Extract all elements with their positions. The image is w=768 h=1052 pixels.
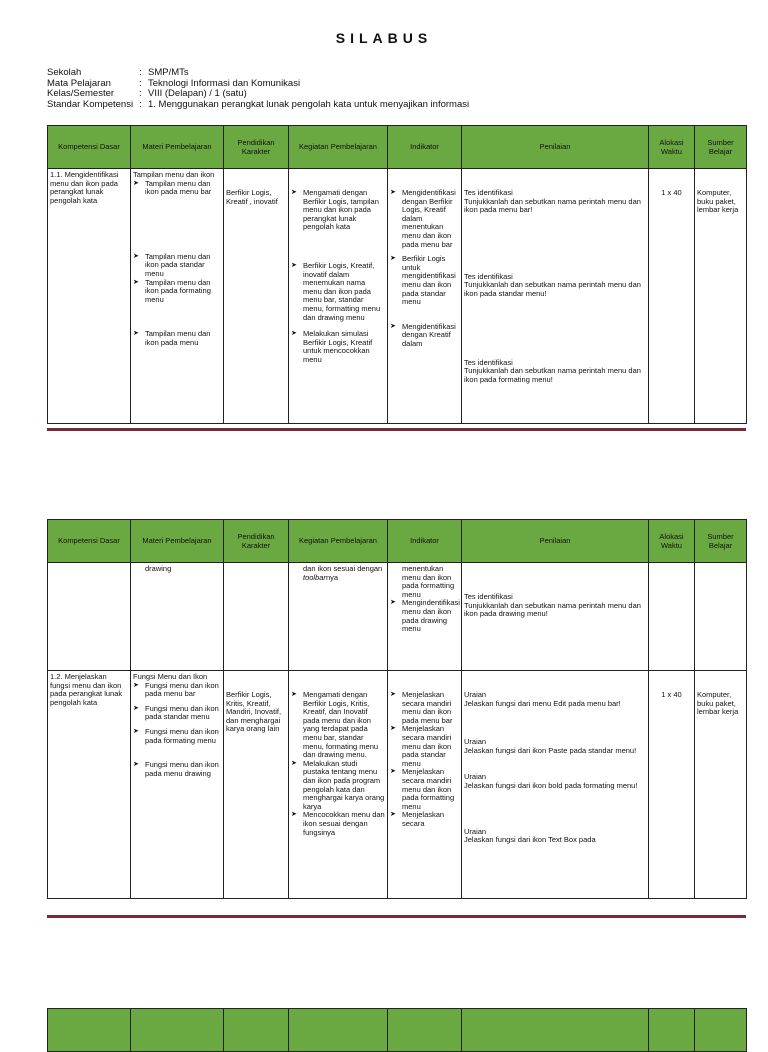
info-colon: : xyxy=(139,77,142,89)
spacer xyxy=(464,755,646,773)
list-item: ➤ Fungsi menu dan ikon pada standar menu xyxy=(133,705,221,722)
penilaian-question: Tunjukkanlah dan sebutkan nama perintah menu dan ikon pada drawing menu! xyxy=(464,600,641,619)
sumber-text: Komputer, buku paket, lembar kerja xyxy=(697,690,739,717)
document-title: SILABUS xyxy=(335,30,433,46)
info-label: Mata Pelajaran xyxy=(47,77,111,89)
header-indikator: Indikator xyxy=(388,126,462,169)
cell-karakter xyxy=(224,169,289,424)
penilaian-question: Jelaskan fungsi dari ikon Paste pada standar menu! xyxy=(464,745,637,755)
cell-penilaian xyxy=(462,563,649,671)
info-colon: : xyxy=(139,67,142,78)
spacer xyxy=(464,299,646,359)
cell-kompetensi-dasar: 1.1. Mengidentifikasi menu dan ikon pada perangkat lunak pengolah kata xyxy=(48,169,131,424)
header-kegiatan: Kegiatan Pembelajaran xyxy=(289,126,388,169)
header-kegiatan: Kegiatan Pembelajaran xyxy=(289,520,388,563)
materi-intro: Fungsi Menu dan Ikon xyxy=(133,672,208,681)
penilaian-type: Uraian xyxy=(464,826,487,836)
list-item: ➤ Menjelaskan secara mandiri menu dan ikon pada formatting menu xyxy=(390,768,459,811)
cell-karakter xyxy=(224,563,289,671)
info-colon: : xyxy=(139,98,142,110)
header-karakter xyxy=(224,1009,289,1052)
header-karakter: Pendidikan Karakter xyxy=(224,126,289,169)
list-item: ➤ Fungsi menu dan ikon pada menu bar xyxy=(133,682,221,699)
syllabus-table-page-1 xyxy=(47,125,747,424)
cell-penilaian xyxy=(462,671,649,899)
alokasi-text: 1 x 40 xyxy=(661,690,682,699)
table-header-row xyxy=(48,126,747,169)
list-item: ➤ Fungsi menu dan ikon pada formating menu xyxy=(133,728,221,745)
list-item: ➤ Tampilan menu dan ikon pada menu xyxy=(133,330,221,347)
spacer xyxy=(133,197,221,253)
cell-sumber xyxy=(695,563,747,671)
sumber-text: Komputer, buku paket, lembar kerja xyxy=(697,188,739,215)
table-header-row xyxy=(48,1009,747,1052)
spacer xyxy=(464,791,646,828)
table-row xyxy=(48,563,747,671)
list-item: ➤ Menjelaskan secara mandiri menu dan ikon pada standar menu xyxy=(390,725,459,768)
list-item: ➤ Melakukan studi pustaka tentang menu dan ikon pada program pengolah kata dan menghargai karya orang karya xyxy=(291,760,385,812)
kegiatan-continued xyxy=(291,565,385,582)
cell-materi xyxy=(131,563,224,671)
penilaian-question: Tunjukkanlah dan sebutkan nama perintah menu dan ikon pada standar menu! xyxy=(464,280,641,298)
list-item: ➤ Mengamati dengan Berfikir Logis, Kritis, Kreatif, dan Inovatif pada menu dan ikon yang terdapat pada menu bar, standar menu, formating menu dan drawing menu. xyxy=(291,691,385,760)
header-penilaian: Penilaian xyxy=(462,520,649,563)
document-info xyxy=(47,68,469,110)
penilaian-question: Tunjukkanlah dan sebutkan nama perintah menu dan ikon pada formating menu! xyxy=(464,366,641,384)
list-item: ➤ Tampilan menu dan ikon pada menu bar xyxy=(133,180,221,197)
info-value: VIII (Delapan) / 1 (satu) xyxy=(148,88,247,99)
header-sumber: Sumber Belajar xyxy=(695,520,747,563)
header-materi: Materi Pembelajaran xyxy=(131,520,224,563)
cell-penilaian xyxy=(462,169,649,424)
indikator-continued: menentukan menu dan ikon pada formatting menu xyxy=(402,564,455,599)
list-item: ➤ Mencocokkan menu dan ikon sesuai dengan fungsinya xyxy=(291,811,385,837)
list-item: ➤ Mengidentifikasi dengan Kreatif dalam xyxy=(390,323,459,349)
list-item: ➤ Mengindentifikasi menu dan ikon pada drawing menu xyxy=(390,599,459,633)
cell-indikator xyxy=(388,169,462,424)
header-sumber: Sumber Belajar xyxy=(695,126,747,169)
info-label: Kelas/Semester xyxy=(47,88,115,99)
penilaian-question: Jelaskan fungsi dari ikon bold pada formating menu! xyxy=(464,780,638,790)
syllabus-table-page-2 xyxy=(47,519,747,899)
header-kegiatan xyxy=(289,1009,388,1052)
cell-indikator xyxy=(388,671,462,899)
page-separator xyxy=(47,428,746,431)
header-penilaian xyxy=(462,1009,649,1052)
penilaian-question: Jelaskan fungsi dari ikon Text Box pada xyxy=(464,835,596,845)
list-item: ➤ Menjelaskan secara xyxy=(390,811,459,828)
header-kompetensi-dasar: Kompetensi Dasar xyxy=(48,520,131,563)
cell-alokasi xyxy=(649,169,695,424)
table-header-row xyxy=(48,520,747,563)
table-row xyxy=(48,169,747,424)
materi-intro: Tampilan menu dan ikon xyxy=(133,170,215,179)
syllabus-table-page-3 xyxy=(47,1008,747,1052)
spacer xyxy=(464,708,646,738)
header-kompetensi-dasar xyxy=(48,1009,131,1052)
penilaian-type: Uraian xyxy=(464,772,487,782)
list-item: ➤ Berfikir Logis, Kreatif, inovatif dalam menemukan nama menu dan ikon pada menu bar, standar menu, formatting menu dan drawing menu xyxy=(291,262,385,322)
header-indikator: Indikator xyxy=(388,520,462,563)
cell-alokasi xyxy=(649,671,695,899)
penilaian-question: Jelaskan fungsi dari menu Edit pada menu bar! xyxy=(464,698,621,708)
list-item: ➤ Mengamati dengan Berfikir Logis, tampilan menu dan ikon pada perangkat lunak pengolah kata xyxy=(291,189,385,232)
spacer xyxy=(291,232,385,262)
info-colon: : xyxy=(139,88,142,99)
cell-kompetensi-dasar xyxy=(48,563,131,671)
cell-alokasi xyxy=(649,563,695,671)
info-value: Teknologi Informasi dan Komunikasi xyxy=(148,77,301,89)
header-alokasi: Alokasi Waktu xyxy=(649,520,695,563)
penilaian-type: Tes identifikasi xyxy=(464,592,513,601)
cell-kompetensi-dasar: 1.2. Menjelaskan fungsi menu dan ikon pada perangkat lunak pengolah kata xyxy=(48,671,131,899)
info-row-school xyxy=(47,68,469,79)
info-label: Sekolah xyxy=(47,67,82,78)
cell-sumber xyxy=(695,169,747,424)
spacer xyxy=(390,307,459,323)
cell-sumber xyxy=(695,671,747,899)
penilaian-type: Tes identifikasi xyxy=(464,357,513,367)
info-value: 1. Menggunakan perangkat lunak pengolah kata untuk menyajikan informasi xyxy=(148,98,470,110)
list-item: ➤ Melakukan simulasi Berfikir Logis, Kreatif untuk mencocokkan menu xyxy=(291,330,385,364)
list-item: ➤ Tampilan menu dan ikon pada standar menu xyxy=(133,253,221,279)
info-row-standard xyxy=(47,100,469,111)
spacer xyxy=(133,745,221,761)
spacer xyxy=(464,215,646,273)
cell-indikator xyxy=(388,563,462,671)
header-karakter: Pendidikan Karakter xyxy=(224,520,289,563)
cell-kegiatan xyxy=(289,563,388,671)
cell-materi xyxy=(131,169,224,424)
info-label: Standar Kompetensi xyxy=(47,98,134,110)
list-item: ➤ Mengidentifikasi dengan Berfikir Logis, Kreatif dalam menentukan menu dan ikon pada menu bar xyxy=(390,189,459,249)
table-row xyxy=(48,671,747,899)
header-materi: Materi Pembelajaran xyxy=(131,126,224,169)
kegiatan-emphasis: toolbar xyxy=(303,572,326,582)
penilaian-type: Uraian xyxy=(464,690,487,699)
penilaian-type: Tes identifikasi xyxy=(464,271,513,281)
kegiatan-text: nya xyxy=(325,572,339,582)
header-sumber xyxy=(695,1009,747,1052)
penilaian-type: Tes identifikasi xyxy=(464,188,513,197)
page-separator xyxy=(47,915,746,918)
cell-kegiatan xyxy=(289,671,388,899)
karakter-text: Berfikir Logis, Kreatif , inovatif xyxy=(226,188,278,206)
header-indikator xyxy=(388,1009,462,1052)
list-item: ➤ Menjelaskan secara mandiri menu dan ikon pada menu bar xyxy=(390,691,459,725)
karakter-text: Berfikir Logis, Kritis, Kreatif, Mandiri, Inovatif, dan menghargai karya orang lain xyxy=(226,690,282,734)
kegiatan-text: dan ikon sesuai dengan xyxy=(303,564,383,573)
cell-karakter xyxy=(224,671,289,899)
info-row-class xyxy=(47,89,469,100)
cell-materi xyxy=(131,671,224,899)
header-kompetensi-dasar: Kompetensi Dasar xyxy=(48,126,131,169)
header-alokasi xyxy=(649,1009,695,1052)
penilaian-type: Uraian xyxy=(464,737,487,747)
list-item: ➤ Fungsi menu dan ikon pada menu drawing xyxy=(133,761,221,778)
spacer xyxy=(133,304,221,330)
list-item: ➤ Berfikir Logis untuk mengidentifikasi menu dan ikon pada standar menu xyxy=(390,255,459,307)
header-alokasi: Alokasi Waktu xyxy=(649,126,695,169)
penilaian-question: Tunjukkanlah dan sebutkan nama perintah menu dan ikon pada menu bar! xyxy=(464,196,641,215)
materi-continued: drawing xyxy=(145,564,172,573)
header-materi xyxy=(131,1009,224,1052)
list-item: ➤ Tampilan menu dan ikon pada formating menu xyxy=(133,279,221,305)
info-value: SMP/MTs xyxy=(148,67,189,78)
alokasi-text: 1 x 40 xyxy=(661,188,682,197)
header-penilaian: Penilaian xyxy=(462,126,649,169)
cell-kegiatan xyxy=(289,169,388,424)
